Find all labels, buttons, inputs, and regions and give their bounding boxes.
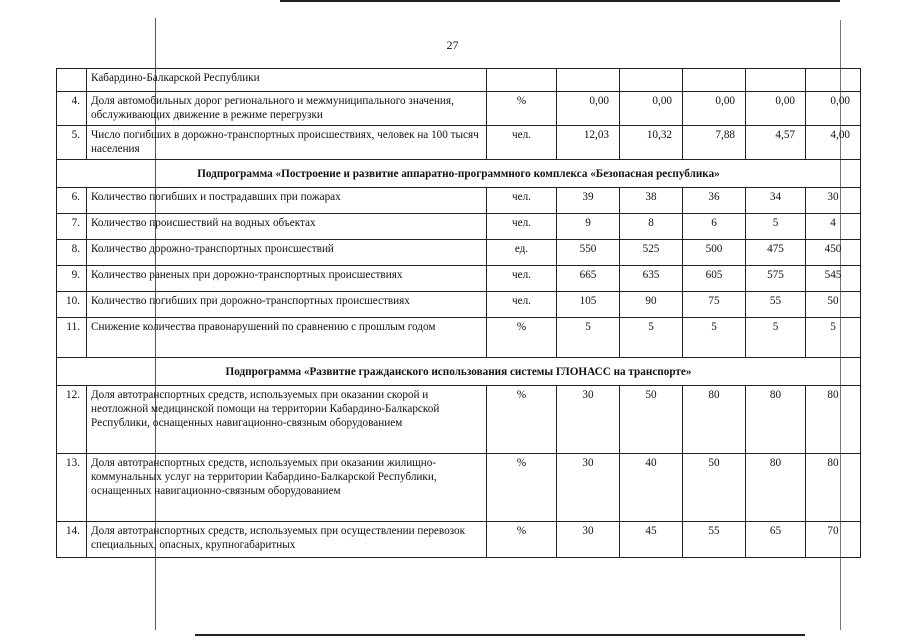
- table-body: [57, 69, 861, 558]
- value-cell-2: 8: [620, 214, 683, 240]
- value-cell-1: 665: [557, 266, 620, 292]
- unit-cell: чел.: [487, 188, 557, 214]
- value-cell-1: 30: [557, 454, 620, 522]
- value-cell-1: 30: [557, 386, 620, 454]
- value-cell-3: [683, 69, 746, 92]
- indicator-name: Снижение количества правонарушений по сравнению с прошлым годом: [87, 318, 487, 358]
- value-cell-3: 80: [683, 386, 746, 454]
- value-cell-4: 5: [746, 318, 806, 358]
- value-cell-2: [620, 69, 683, 92]
- row-number: 12.: [57, 386, 87, 454]
- value-cell-4: 55: [746, 292, 806, 318]
- scan-artifact-top: [280, 0, 840, 2]
- value-cell-4: 0,00: [746, 92, 806, 126]
- value-cell-4: 34: [746, 188, 806, 214]
- row-number: 13.: [57, 454, 87, 522]
- value-cell-3: 50: [683, 454, 746, 522]
- value-cell-2: 90: [620, 292, 683, 318]
- value-cell-3: 500: [683, 240, 746, 266]
- row-number: 4.: [57, 92, 87, 126]
- table-row: [57, 126, 861, 160]
- table-row: [57, 522, 861, 558]
- row-number: 11.: [57, 318, 87, 358]
- value-cell-5: 5: [806, 318, 861, 358]
- value-cell-1: 39: [557, 188, 620, 214]
- value-cell-1: 550: [557, 240, 620, 266]
- unit-cell: %: [487, 454, 557, 522]
- value-cell-4: 80: [746, 386, 806, 454]
- value-cell-1: 12,03: [557, 126, 620, 160]
- indicator-name: Доля автотранспортных средств, используемых при оказании скорой и неотложной медицинской помощи на территории Кабардино-Балкарской Республики, оснащенных навигационно-связным оборудованием: [87, 386, 487, 454]
- unit-cell: чел.: [487, 292, 557, 318]
- value-cell-3: 7,88: [683, 126, 746, 160]
- indicator-name: Количество происшествий на водных объектах: [87, 214, 487, 240]
- value-cell-4: 65: [746, 522, 806, 558]
- value-cell-4: 80: [746, 454, 806, 522]
- unit-cell: %: [487, 92, 557, 126]
- table-row: [57, 214, 861, 240]
- table-row: [57, 386, 861, 454]
- unit-cell: чел.: [487, 214, 557, 240]
- table-row: [57, 188, 861, 214]
- page-number: 27: [446, 38, 459, 52]
- value-cell-5: 4,00: [806, 126, 861, 160]
- unit-cell: %: [487, 522, 557, 558]
- value-cell-1: 105: [557, 292, 620, 318]
- table-row: [57, 318, 861, 358]
- value-cell-2: 50: [620, 386, 683, 454]
- value-cell-4: 475: [746, 240, 806, 266]
- row-number: 10.: [57, 292, 87, 318]
- value-cell-1: 30: [557, 522, 620, 558]
- section-title: Подпрограмма «Построение и развитие аппаратно-программного комплекса «Безопасная республика»: [57, 160, 861, 188]
- value-cell-1: 0,00: [557, 92, 620, 126]
- value-cell-2: 0,00: [620, 92, 683, 126]
- value-cell-5: 80: [806, 454, 861, 522]
- row-number: 7.: [57, 214, 87, 240]
- value-cell-5: 50: [806, 292, 861, 318]
- unit-cell: чел.: [487, 126, 557, 160]
- table-row: [57, 266, 861, 292]
- value-cell-2: 525: [620, 240, 683, 266]
- value-cell-1: [557, 69, 620, 92]
- indicator-name: Доля автотранспортных средств, используемых при осуществлении перевозок специальных, опасных, крупногабаритных: [87, 522, 487, 558]
- section-row: [57, 358, 861, 386]
- value-cell-4: 5: [746, 214, 806, 240]
- indicator-name: Доля автотранспортных средств, используемых при оказании жилищно-коммунальных услуг на территории Кабардино-Балкарской Республики, оснащенных навигационно-связным оборудованием: [87, 454, 487, 522]
- value-cell-3: 6: [683, 214, 746, 240]
- indicator-name: Количество дорожно-транспортных происшествий: [87, 240, 487, 266]
- indicators-table: [56, 68, 861, 558]
- value-cell-4: [746, 69, 806, 92]
- value-cell-1: 9: [557, 214, 620, 240]
- table-row: [57, 92, 861, 126]
- scan-artifact-bottom: [195, 634, 805, 636]
- value-cell-5: 70: [806, 522, 861, 558]
- value-cell-2: 5: [620, 318, 683, 358]
- value-cell-5: [806, 69, 861, 92]
- value-cell-2: 10,32: [620, 126, 683, 160]
- indicator-name: Количество погибших и пострадавших при пожарах: [87, 188, 487, 214]
- value-cell-2: 635: [620, 266, 683, 292]
- table-row: [57, 292, 861, 318]
- value-cell-2: 38: [620, 188, 683, 214]
- value-cell-3: 5: [683, 318, 746, 358]
- value-cell-5: 545: [806, 266, 861, 292]
- table-row: [57, 69, 861, 92]
- indicator-name: Число погибших в дорожно-транспортных происшествиях, человек на 100 тысяч населения: [87, 126, 487, 160]
- unit-cell: чел.: [487, 266, 557, 292]
- unit-cell: [487, 69, 557, 92]
- value-cell-3: 0,00: [683, 92, 746, 126]
- value-cell-2: 40: [620, 454, 683, 522]
- row-number: 8.: [57, 240, 87, 266]
- value-cell-5: 450: [806, 240, 861, 266]
- unit-cell: %: [487, 386, 557, 454]
- table-row: [57, 240, 861, 266]
- value-cell-5: 0,00: [806, 92, 861, 126]
- unit-cell: %: [487, 318, 557, 358]
- value-cell-5: 30: [806, 188, 861, 214]
- indicator-name: Доля автомобильных дорог регионального и межмуниципального значения, обслуживающих движение в режиме перегрузки: [87, 92, 487, 126]
- row-number: 6.: [57, 188, 87, 214]
- value-cell-4: 4,57: [746, 126, 806, 160]
- section-title: Подпрограмма «Развитие гражданского использования системы ГЛОНАСС на транспорте»: [57, 358, 861, 386]
- value-cell-1: 5: [557, 318, 620, 358]
- value-cell-5: 4: [806, 214, 861, 240]
- indicator-name: Количество раненых при дорожно-транспортных происшествиях: [87, 266, 487, 292]
- section-row: [57, 160, 861, 188]
- value-cell-3: 605: [683, 266, 746, 292]
- row-number: 9.: [57, 266, 87, 292]
- row-number: 14.: [57, 522, 87, 558]
- value-cell-2: 45: [620, 522, 683, 558]
- value-cell-4: 575: [746, 266, 806, 292]
- row-number: 5.: [57, 126, 87, 160]
- indicator-name: Количество погибших при дорожно-транспортных происшествиях: [87, 292, 487, 318]
- value-cell-5: 80: [806, 386, 861, 454]
- table-row: [57, 454, 861, 522]
- indicator-name: Кабардино-Балкарской Республики: [87, 69, 487, 92]
- value-cell-3: 36: [683, 188, 746, 214]
- unit-cell: ед.: [487, 240, 557, 266]
- value-cell-3: 55: [683, 522, 746, 558]
- row-number: [57, 69, 87, 92]
- value-cell-3: 75: [683, 292, 746, 318]
